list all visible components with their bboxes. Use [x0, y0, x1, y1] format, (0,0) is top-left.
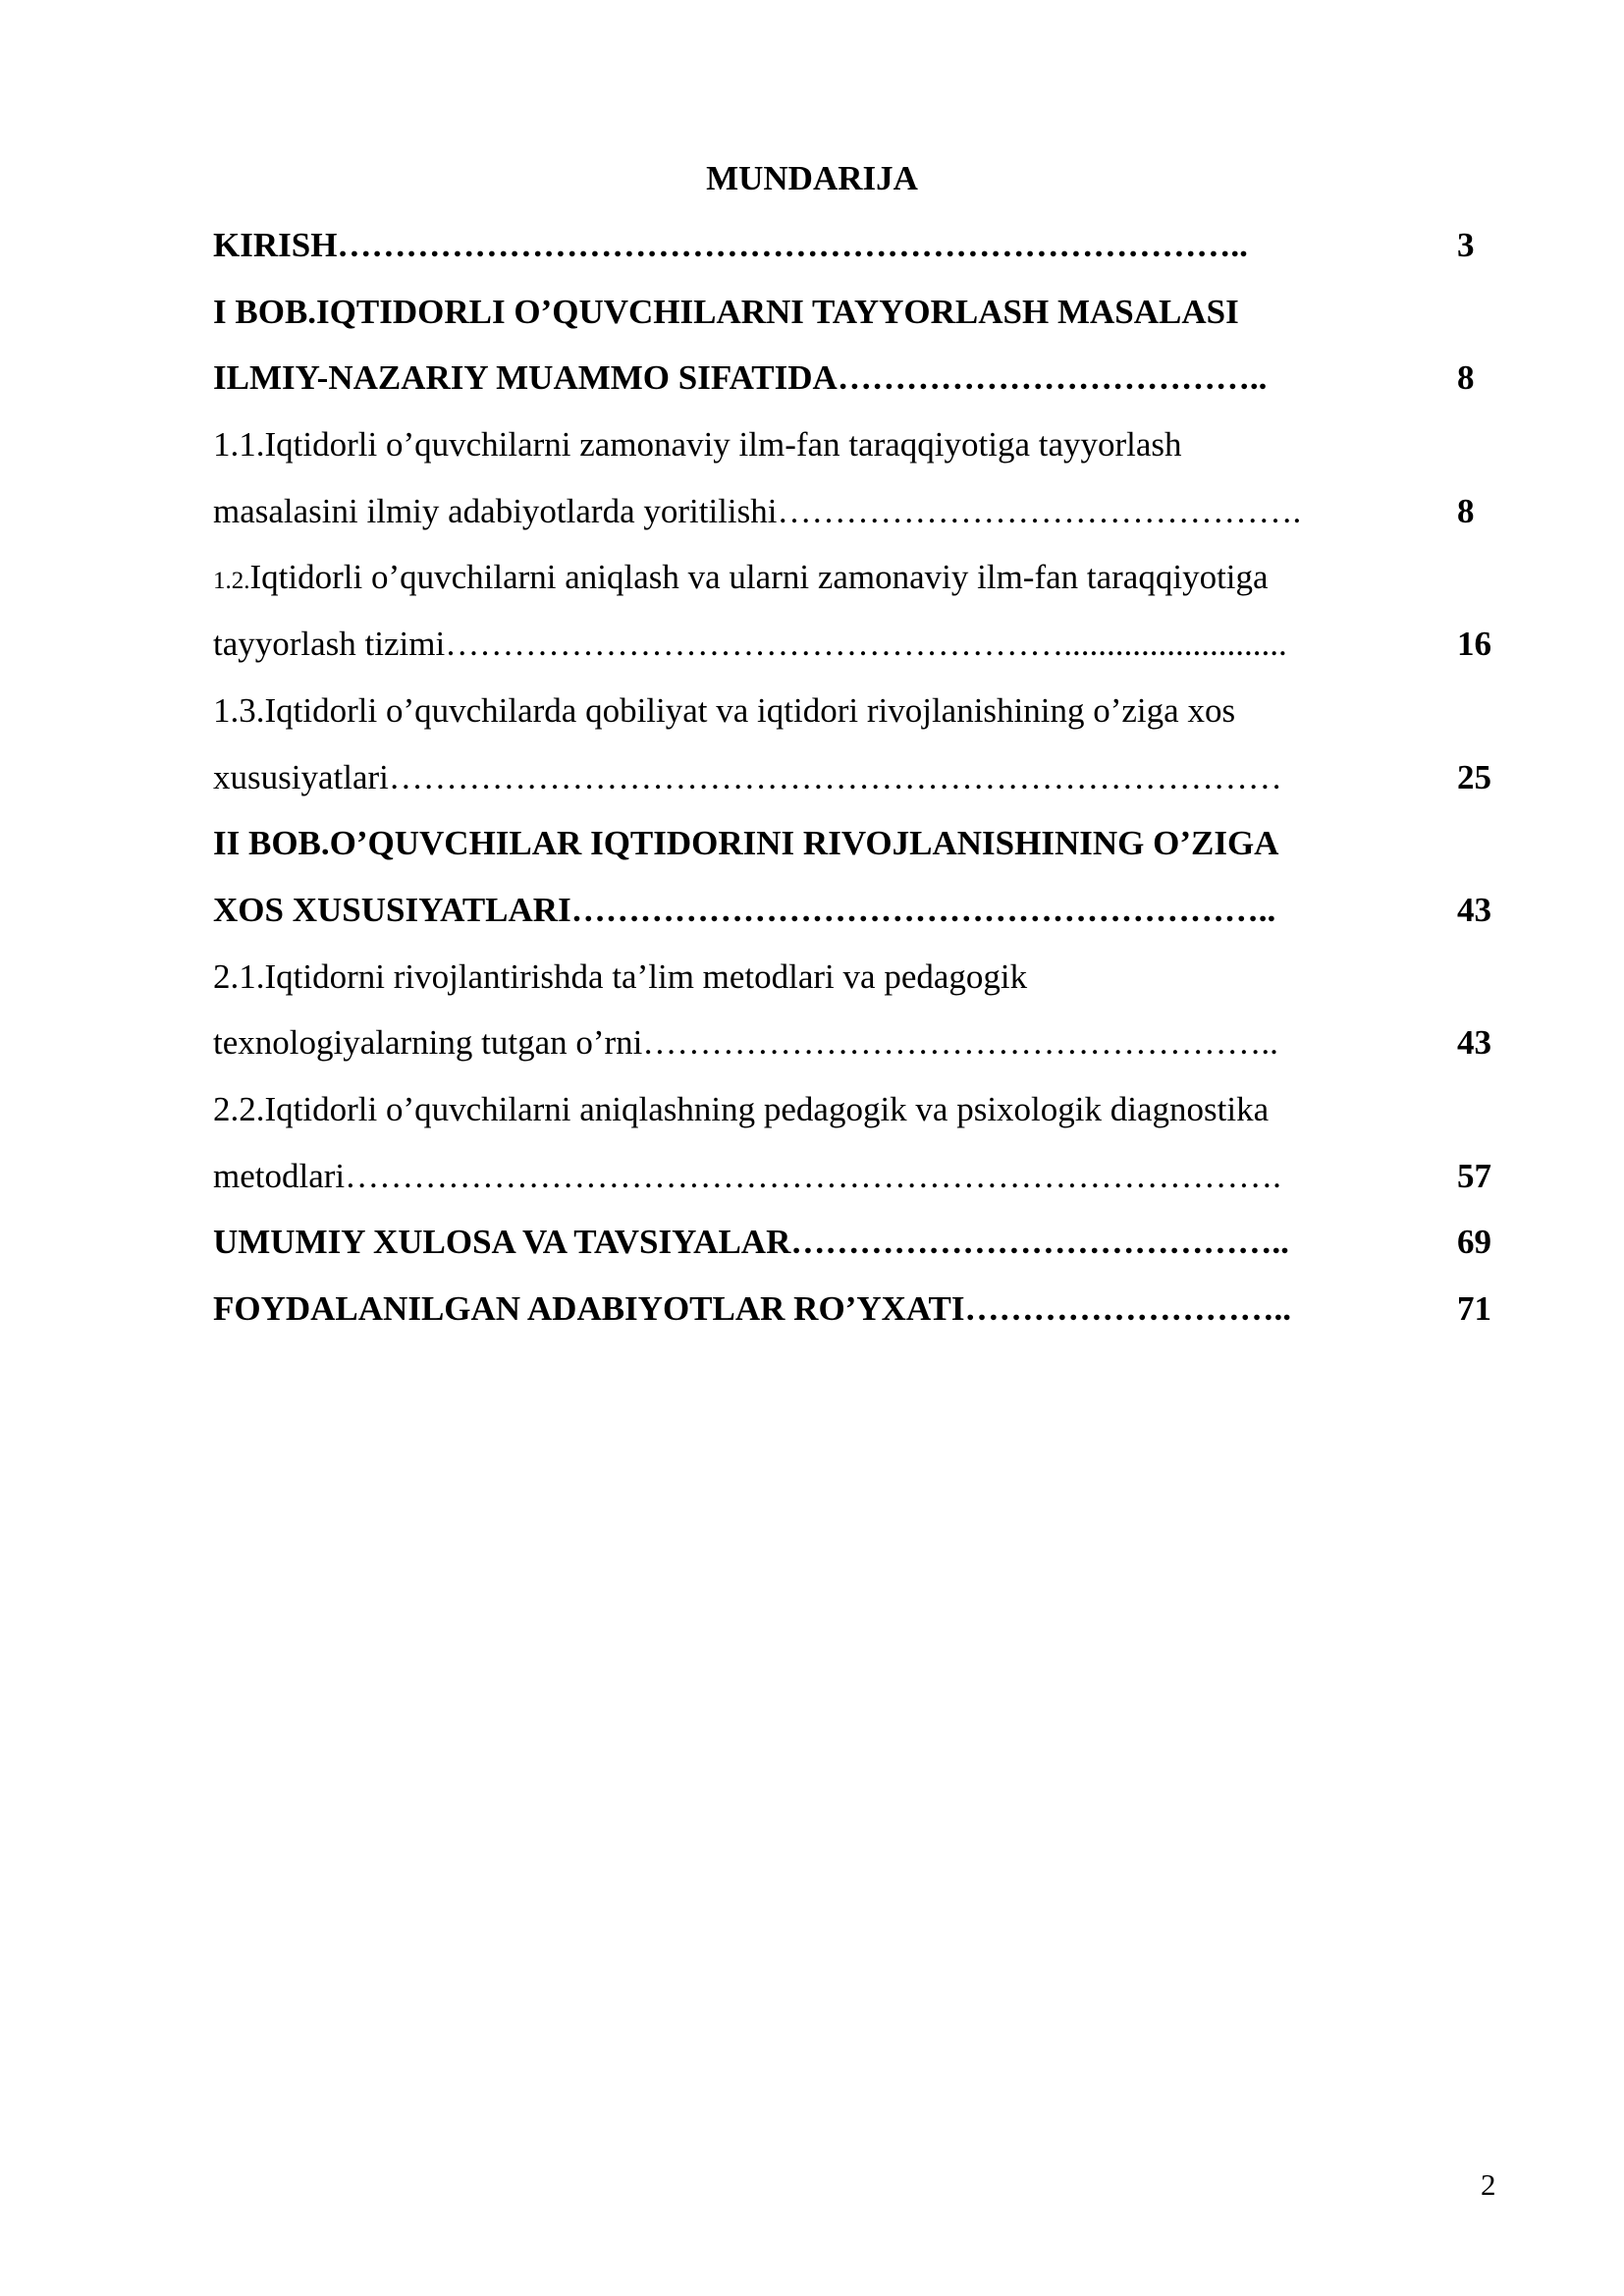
toc-line [213, 944, 1516, 1011]
toc-line [213, 1209, 1516, 1276]
toc-entry-text: KIRISH…………………………………………………………………….. [213, 226, 1248, 264]
toc-line [213, 1076, 1516, 1143]
toc-entry-text: metodlari………………………………………………………………………. [213, 1156, 1281, 1195]
toc-page-number: 8 [1457, 358, 1475, 398]
toc-line [213, 1143, 1516, 1210]
toc-line [213, 678, 1516, 744]
section-number: 1.2. [213, 568, 250, 595]
toc-page-number: 16 [1457, 625, 1491, 664]
page-title: MUNDARIJA [706, 159, 918, 197]
toc-page-number: 57 [1457, 1156, 1491, 1195]
toc-entry-text: masalasini ilmiy adabiyotlarda yoritilishi………………………………………. [213, 491, 1302, 530]
toc-line [213, 279, 1516, 346]
toc-line [213, 877, 1516, 944]
toc-page-number: 3 [1457, 226, 1475, 264]
toc-page-number: 8 [1457, 491, 1475, 530]
toc-line [213, 810, 1516, 877]
toc-entry-text: xususiyatlari…………………………………………………………………… [213, 757, 1282, 796]
toc-page-number: 69 [1457, 1223, 1491, 1262]
toc-entry-text: FOYDALANILGAN ADABIYOTLAR RO’YXATI……………………….. [213, 1289, 1292, 1328]
toc-entry-text: 2.2.Iqtidorli o’quvchilarni aniqlashning pedagogik va psixologik diagnostika [213, 1089, 1270, 1128]
toc-page-number: 71 [1457, 1289, 1491, 1328]
toc-entry-text: XOS XUSUSIYATLARI…………………………………………………….. [213, 890, 1276, 929]
toc-page-number: 25 [1457, 757, 1491, 796]
toc-line [213, 744, 1516, 811]
toc-entry-text: 2.1.Iqtidorni rivojlantirishda ta’lim metodlari va pedagogik [213, 957, 1028, 996]
toc-entry-text: UMUMIY XULOSA VA TAVSIYALAR…………………………………….. [213, 1223, 1289, 1262]
toc-entry-text: I BOB.IQTIDORLI O’QUVCHILARNI TAYYORLASH MASALASI [213, 292, 1239, 331]
toc-page-number: 43 [1457, 1023, 1491, 1063]
section-title: Iqtidorli o’quvchilarni aniqlash va ularni zamonaviy ilm-fan taraqqiyotiga [249, 558, 1269, 597]
table-of-contents [213, 212, 1516, 1342]
toc-entry-text: tayyorlash tizimi……………………………………………….......................... [213, 625, 1287, 664]
toc-line [213, 212, 1516, 279]
toc-line [213, 611, 1516, 678]
toc-entry-text: ILMIY-NAZARIY MUAMMO SIFATIDA……………………………….. [213, 358, 1268, 398]
toc-line [213, 1276, 1516, 1342]
toc-entry-text: 1.1.Iqtidorli o’quvchilarni zamonaviy ilm-fan taraqqiyotiga tayyorlash [213, 425, 1182, 465]
toc-entry-text: 1.3.Iqtidorli o’quvchilarda qobiliyat va iqtidori rivojlanishining o’ziga xos [213, 690, 1236, 730]
toc-entry-text: texnologiyalarning tutgan o’rni……………………………………………….. [213, 1023, 1278, 1063]
toc-entry-text [213, 544, 1440, 615]
toc-entry-text: II BOB.O’QUVCHILAR IQTIDORINI RIVOJLANISHINING O’ZIGA [213, 824, 1279, 863]
toc-line [213, 544, 1516, 611]
toc-line [213, 345, 1516, 411]
toc-line [213, 1010, 1516, 1076]
toc-line [213, 411, 1516, 478]
page-number: 2 [1481, 2167, 1496, 2202]
toc-page-number: 43 [1457, 890, 1491, 929]
toc-line [213, 478, 1516, 545]
